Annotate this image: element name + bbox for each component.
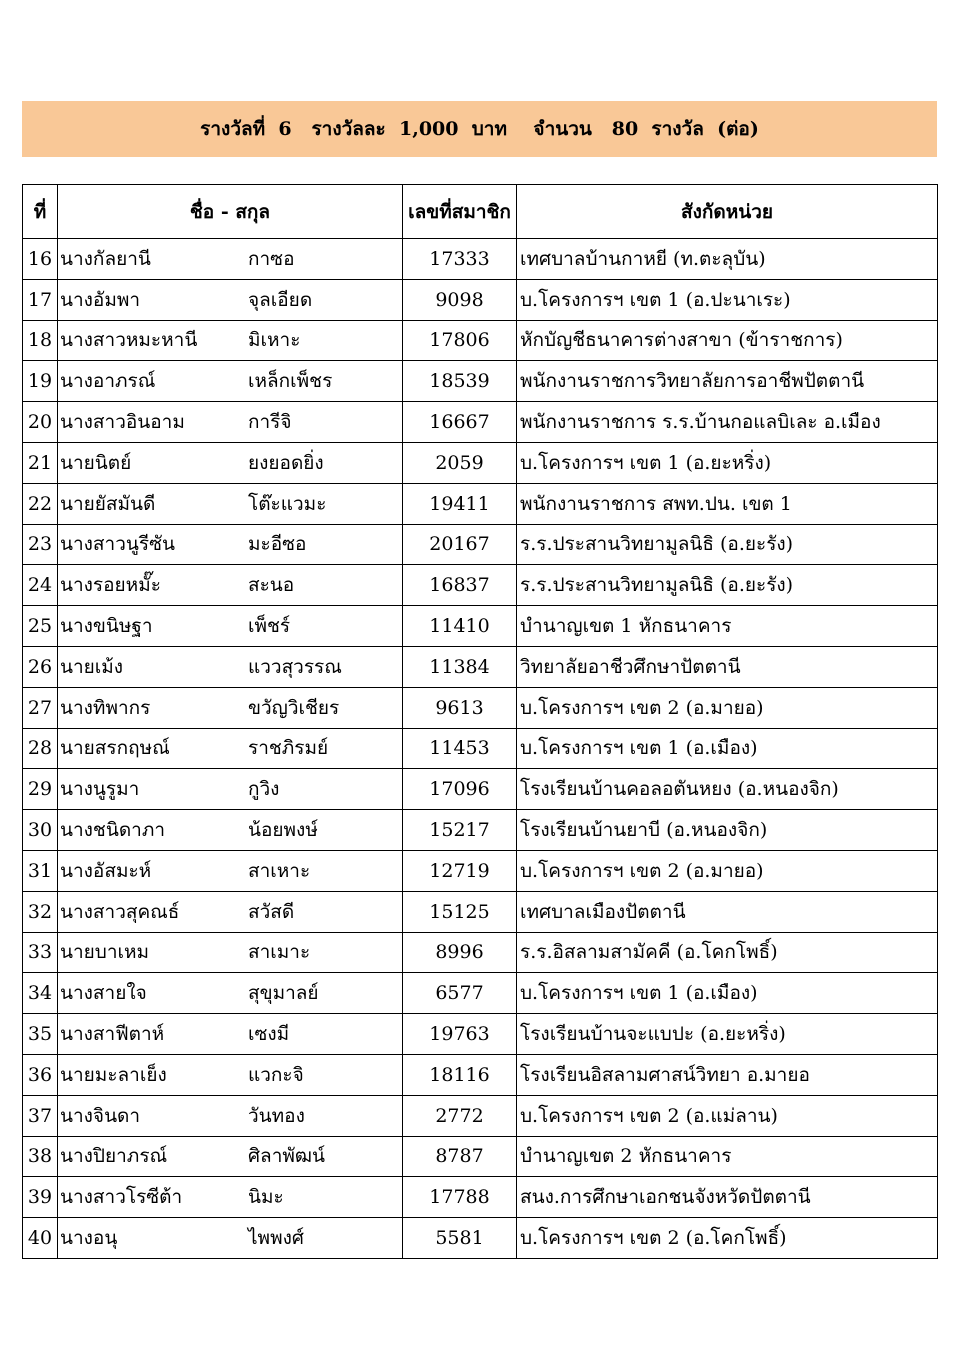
member-name <box>58 728 403 769</box>
affiliation-unit: พนักงานราชการ ร.ร.บ้านกอแลบิเละ อ.เมือง <box>517 402 938 443</box>
header-name: ชื่อ - สกุล <box>58 185 403 239</box>
member-number: 17333 <box>403 239 517 280</box>
row-number: 32 <box>23 891 58 932</box>
member-number: 9098 <box>403 279 517 320</box>
affiliation-unit: พนักงานราชการ สพท.ปน. เขต 1 <box>517 483 938 524</box>
row-number: 39 <box>23 1177 58 1218</box>
member-name <box>58 973 403 1014</box>
last-name: น้อยพงษ์ <box>248 819 318 842</box>
first-name: นายนิตย์ <box>60 451 132 474</box>
last-name: มะอีซอ <box>248 533 307 556</box>
row-number: 16 <box>23 239 58 280</box>
table-row <box>23 606 938 647</box>
row-number: 23 <box>23 524 58 565</box>
row-number: 30 <box>23 810 58 851</box>
member-number: 2059 <box>403 442 517 483</box>
first-name: นายเม้ง <box>60 655 124 678</box>
affiliation-unit: สนง.การศึกษาเอกชนจังหวัดปัตตานี <box>517 1177 938 1218</box>
row-number: 31 <box>23 850 58 891</box>
first-name: นางสาวนูรีซัน <box>60 533 175 556</box>
member-name <box>58 524 403 565</box>
member-number: 11453 <box>403 728 517 769</box>
member-name <box>58 1054 403 1095</box>
member-name <box>58 1095 403 1136</box>
member-number: 8996 <box>403 932 517 973</box>
last-name: นิมะ <box>248 1186 284 1209</box>
row-number: 37 <box>23 1095 58 1136</box>
member-name <box>58 891 403 932</box>
first-name: นายมะลาเย็ง <box>60 1063 167 1086</box>
member-number: 9613 <box>403 687 517 728</box>
first-name: นางสาวอินอาม <box>60 411 185 434</box>
last-name: วันทอง <box>248 1104 305 1127</box>
member-number: 11384 <box>403 646 517 687</box>
first-name: นางสาวโรซีต้า <box>60 1186 183 1209</box>
table-row <box>23 810 938 851</box>
table-row <box>23 1014 938 1055</box>
affiliation-unit: บ.โครงการฯ เขต 2 (อ.มายอ) <box>517 850 938 891</box>
header-unit: สังกัดหน่วย <box>517 185 938 239</box>
table-header-row <box>23 185 938 239</box>
row-number: 27 <box>23 687 58 728</box>
table-row <box>23 891 938 932</box>
member-number: 17788 <box>403 1177 517 1218</box>
member-name <box>58 279 403 320</box>
row-number: 34 <box>23 973 58 1014</box>
row-number: 35 <box>23 1014 58 1055</box>
table-row <box>23 1177 938 1218</box>
row-number: 20 <box>23 402 58 443</box>
member-name <box>58 1136 403 1177</box>
row-number: 33 <box>23 932 58 973</box>
member-number: 20167 <box>403 524 517 565</box>
last-name: สวัสดี <box>248 900 295 923</box>
affiliation-unit: บ.โครงการฯ เขต 1 (อ.เมือง) <box>517 973 938 1014</box>
first-name: นางสาฟีตาห์ <box>60 1023 165 1046</box>
affiliation-unit: เทศบาลบ้านกาหยี (ท.ตะลุบัน) <box>517 239 938 280</box>
row-number: 21 <box>23 442 58 483</box>
first-name: นางอาภรณ์ <box>60 370 156 393</box>
table-row <box>23 646 938 687</box>
row-number: 22 <box>23 483 58 524</box>
member-name <box>58 402 403 443</box>
member-number: 18116 <box>403 1054 517 1095</box>
member-number: 15125 <box>403 891 517 932</box>
row-number: 29 <box>23 769 58 810</box>
table-row <box>23 402 938 443</box>
table-row <box>23 524 938 565</box>
table-row <box>23 973 938 1014</box>
table-row <box>23 728 938 769</box>
member-name <box>58 1218 403 1259</box>
member-number: 11410 <box>403 606 517 647</box>
affiliation-unit: บ.โครงการฯ เขต 2 (อ.โคกโพธิ์) <box>517 1218 938 1259</box>
last-name: สาเหาะ <box>248 859 311 882</box>
row-number: 25 <box>23 606 58 647</box>
member-number: 15217 <box>403 810 517 851</box>
affiliation-unit: พนักงานราชการวิทยาลัยการอาชีพปัตตานี <box>517 361 938 402</box>
last-name: สะนอ <box>248 574 295 597</box>
member-number: 6577 <box>403 973 517 1014</box>
member-number: 5581 <box>403 1218 517 1259</box>
first-name: นางกัลยานี <box>60 247 151 270</box>
affiliation-unit: วิทยาลัยอาชีวศึกษาปัตตานี <box>517 646 938 687</box>
first-name: นางสาวสุคณธ์ <box>60 900 180 923</box>
header-no: ที่ <box>23 185 58 239</box>
first-name: นางสาวหมะหานี <box>60 329 198 352</box>
last-name: การีจิ <box>248 411 292 434</box>
affiliation-unit: ร.ร.ประสานวิทยามูลนิธิ (อ.ยะรัง) <box>517 524 938 565</box>
member-number: 12719 <box>403 850 517 891</box>
table-row <box>23 850 938 891</box>
member-name <box>58 1177 403 1218</box>
affiliation-unit: บำนาญเขต 1 หักธนาคาร <box>517 606 938 647</box>
row-number: 40 <box>23 1218 58 1259</box>
affiliation-unit: โรงเรียนอิสลามศาสน์วิทยา อ.มายอ <box>517 1054 938 1095</box>
member-number: 18539 <box>403 361 517 402</box>
winners-table <box>22 184 938 1259</box>
member-name <box>58 687 403 728</box>
first-name: นางนูรูมา <box>60 778 140 801</box>
first-name: นางอัมพา <box>60 288 141 311</box>
table-row <box>23 361 938 402</box>
first-name: นางรอยหมั๊ะ <box>60 574 161 597</box>
table-row <box>23 320 938 361</box>
member-name <box>58 361 403 402</box>
member-name <box>58 442 403 483</box>
table-row <box>23 483 938 524</box>
affiliation-unit: โรงเรียนบ้านคอลอตันหยง (อ.หนองจิก) <box>517 769 938 810</box>
row-number: 28 <box>23 728 58 769</box>
table-row <box>23 239 938 280</box>
last-name: มิเหาะ <box>248 329 301 352</box>
member-name <box>58 606 403 647</box>
row-number: 26 <box>23 646 58 687</box>
affiliation-unit: บำนาญเขต 2 หักธนาคาร <box>517 1136 938 1177</box>
member-name <box>58 320 403 361</box>
last-name: เซงมี <box>248 1023 290 1046</box>
last-name: กาซอ <box>248 247 295 270</box>
affiliation-unit: บ.โครงการฯ เขต 2 (อ.แม่ลาน) <box>517 1095 938 1136</box>
table-row <box>23 1054 938 1095</box>
first-name: นางชนิดาภา <box>60 819 166 842</box>
table-row <box>23 1218 938 1259</box>
last-name: แวกะจิ <box>248 1063 304 1086</box>
affiliation-unit: โรงเรียนบ้านยาบี (อ.หนองจิก) <box>517 810 938 851</box>
first-name: นางอัสมะห์ <box>60 859 152 882</box>
last-name: ขวัญวิเชียร <box>248 696 340 719</box>
affiliation-unit: บ.โครงการฯ เขต 1 (อ.ยะหริ่ง) <box>517 442 938 483</box>
member-number: 17806 <box>403 320 517 361</box>
last-name: จุลเอียด <box>248 288 313 311</box>
affiliation-unit: บ.โครงการฯ เขต 1 (อ.เมือง) <box>517 728 938 769</box>
affiliation-unit: ร.ร.ประสานวิทยามูลนิธิ (อ.ยะรัง) <box>517 565 938 606</box>
last-name: กูวิง <box>248 778 280 801</box>
first-name: นายยัสมันดี <box>60 492 156 515</box>
member-name <box>58 1014 403 1055</box>
row-number: 18 <box>23 320 58 361</box>
table-row <box>23 442 938 483</box>
first-name: นางสายใจ <box>60 982 147 1005</box>
first-name: นางปิยาภรณ์ <box>60 1145 168 1168</box>
member-name <box>58 483 403 524</box>
row-number: 24 <box>23 565 58 606</box>
member-name <box>58 810 403 851</box>
first-name: นางอนุ <box>60 1227 118 1250</box>
table-row <box>23 279 938 320</box>
last-name: สาเมาะ <box>248 941 311 964</box>
member-number: 16837 <box>403 565 517 606</box>
last-name: ไพพงศ์ <box>248 1227 304 1250</box>
first-name: นางขนิษฐา <box>60 615 153 638</box>
first-name: นางทิพากร <box>60 696 151 719</box>
last-name: แววสุวรรณ <box>248 655 342 678</box>
member-name <box>58 646 403 687</box>
member-name <box>58 850 403 891</box>
member-number: 17096 <box>403 769 517 810</box>
member-number: 2772 <box>403 1095 517 1136</box>
last-name: เหล็กเพ็ชร <box>248 370 333 393</box>
member-name <box>58 239 403 280</box>
last-name: โต๊ะแวมะ <box>248 492 327 515</box>
member-name <box>58 769 403 810</box>
member-name <box>58 932 403 973</box>
affiliation-unit: โรงเรียนบ้านจะแบปะ (อ.ยะหริ่ง) <box>517 1014 938 1055</box>
row-number: 38 <box>23 1136 58 1177</box>
first-name: นางจินดา <box>60 1104 141 1127</box>
row-number: 19 <box>23 361 58 402</box>
last-name: ยงยอดยิ่ง <box>248 451 324 474</box>
table-row <box>23 769 938 810</box>
table-row <box>23 687 938 728</box>
last-name: สุขุมาลย์ <box>248 982 319 1005</box>
row-number: 17 <box>23 279 58 320</box>
member-number: 8787 <box>403 1136 517 1177</box>
affiliation-unit: ร.ร.อิสลามสามัคคี (อ.โคกโพธิ์) <box>517 932 938 973</box>
table-row <box>23 1136 938 1177</box>
affiliation-unit: บ.โครงการฯ เขต 1 (อ.ปะนาเระ) <box>517 279 938 320</box>
table-row <box>23 1095 938 1136</box>
table-row <box>23 565 938 606</box>
row-number: 36 <box>23 1054 58 1095</box>
table-row <box>23 932 938 973</box>
last-name: เพ็ชร์ <box>248 615 291 638</box>
member-number: 19763 <box>403 1014 517 1055</box>
header-member-no: เลขที่สมาชิก <box>403 185 517 239</box>
member-number: 16667 <box>403 402 517 443</box>
first-name: นายสรกฤษณ์ <box>60 737 170 760</box>
member-number: 19411 <box>403 483 517 524</box>
member-name <box>58 565 403 606</box>
affiliation-unit: เทศบาลเมืองปัตตานี <box>517 891 938 932</box>
last-name: ศิลาพัฒน์ <box>248 1145 326 1168</box>
last-name: ราชภิรมย์ <box>248 737 329 760</box>
affiliation-unit: หักบัญชีธนาคารต่างสาขา (ข้าราชการ) <box>517 320 938 361</box>
first-name: นายบาเหม <box>60 941 150 964</box>
award-title-banner: รางวัลที่ 6 รางวัลละ 1,000 บาท จำนวน 80 รางวัล (ต่อ) <box>22 101 937 157</box>
affiliation-unit: บ.โครงการฯ เขต 2 (อ.มายอ) <box>517 687 938 728</box>
